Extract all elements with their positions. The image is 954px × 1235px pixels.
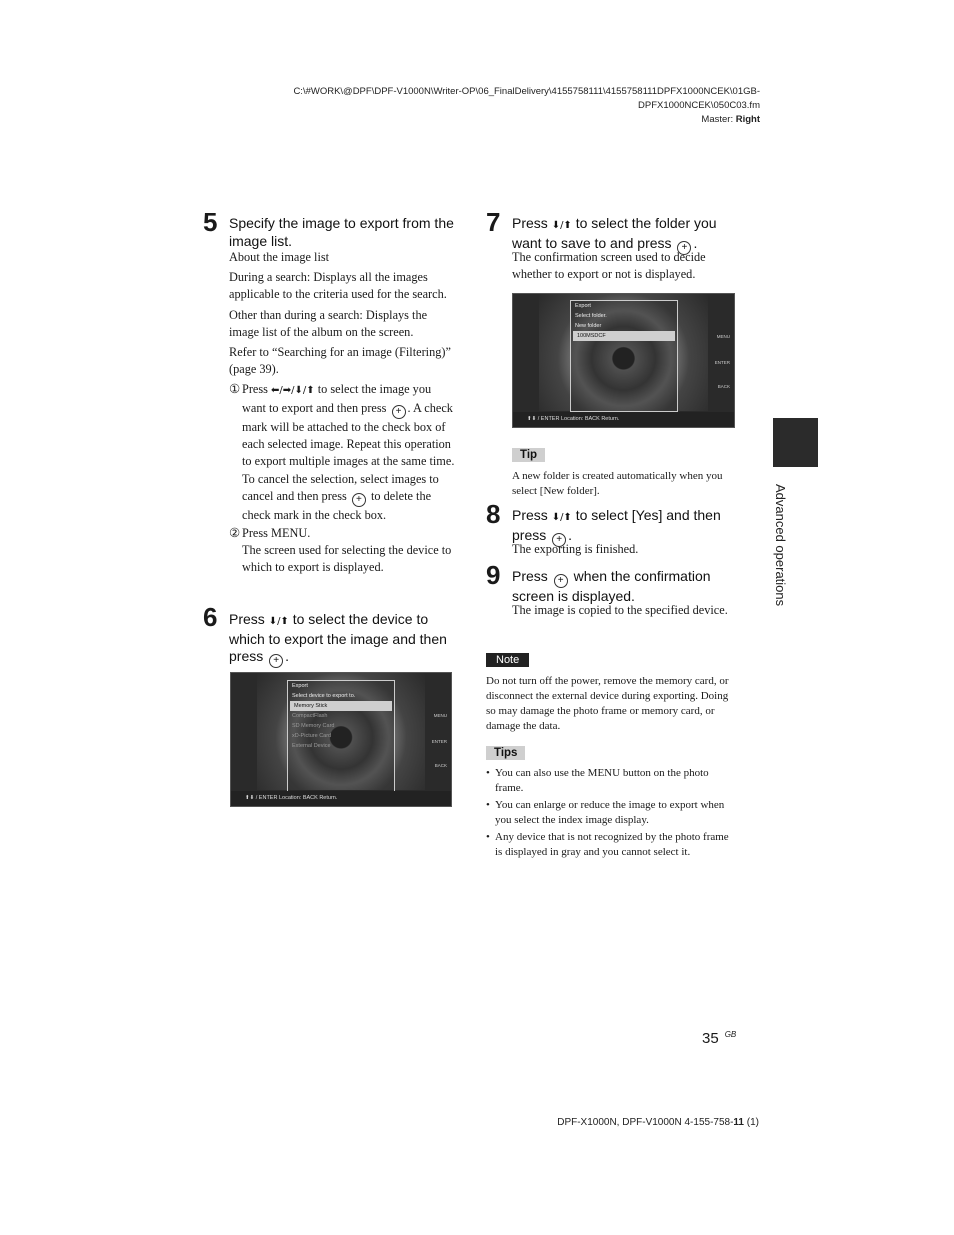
device-option-memory-stick[interactable]: Memory Stick xyxy=(290,701,392,711)
page-number: 35 $^{GB}$ xyxy=(702,1030,737,1047)
step-7-number: 7 xyxy=(486,207,501,237)
step-6-number: 6 xyxy=(203,602,218,632)
step-8-number: 8 xyxy=(486,499,501,529)
step-5-para-1: About the image list xyxy=(229,250,330,264)
arrow-keys-icon: ⬅/➡/⬇/⬆ xyxy=(271,385,315,397)
tips-item: • Any device that is not recognized by the photo frame is displayed in gray and you cannot select it. xyxy=(486,830,738,860)
section-tab-label: Advanced operations xyxy=(773,484,788,607)
step-7-heading: Press ⬇/⬆ to select the folder you want to save to and press + . xyxy=(512,215,717,253)
enter-button-icon: + xyxy=(552,533,566,547)
export-folder-screenshot xyxy=(512,293,735,428)
select-folder-dialog xyxy=(570,300,678,412)
screen-footer: ⬆⬇ / ENTER Location: BACK Return. xyxy=(513,412,734,427)
device-option-xd-card[interactable]: xD-Picture Card xyxy=(292,733,332,739)
section-tab-marker xyxy=(773,418,818,467)
tip-text: A new folder is created automatically when you select [New folder]. xyxy=(512,470,723,497)
side-back-label: BACK xyxy=(434,763,447,768)
step-5-substep-1: ① Press ⬅/➡/⬇/⬆ to select the image you want to export and then press + . A check mark will be attached to the check box of each selected image. Repeat this operation to export multiple images at the same time. To cancel the selection, select images to cancel and then press + to delete the check mark in the check box. xyxy=(229,382,455,523)
step-8-heading: Press ⬇/⬆ to select [Yes] and then press + . xyxy=(512,507,721,545)
file-path-header xyxy=(160,85,760,127)
side-enter-label: ENTER xyxy=(431,739,447,744)
header-line-1: C:\#WORK\@DPF\DPF-V1000N\Writer-OP\06_FinalDelivery\4155758111\4155758111DPFX1000NCEK\01GB- xyxy=(293,86,760,97)
step-8-body: The exporting is finished. xyxy=(512,542,639,556)
folder-option-100msdcf[interactable]: 100MSDCF xyxy=(573,331,675,341)
tip-label: Tip xyxy=(512,448,545,462)
export-device-dialog xyxy=(287,680,395,792)
side-menu-label: MENU xyxy=(716,334,730,339)
export-device-screenshot xyxy=(230,672,452,807)
enter-button-icon: + xyxy=(269,654,283,668)
side-enter-label: ENTER xyxy=(714,360,730,365)
tips-item: • You can enlarge or reduce the image to export when you select the index image display. xyxy=(486,798,738,828)
step-9-body: The image is copied to the specified device. xyxy=(512,603,728,617)
step-5-body xyxy=(229,249,457,576)
step-6-heading: Press ⬇/⬆ to select the device to which to export the image and then press + . xyxy=(229,611,447,666)
tips-item: • You can also use the MENU button on the photo frame. xyxy=(486,766,738,796)
device-option-external[interactable]: External Device xyxy=(292,743,331,749)
note-text: Do not turn off the power, remove the memory card, or disconnect the external device during exporting. Doing so may damage the photo frame or memory card, or damage the data. xyxy=(486,675,729,732)
enter-button-icon: + xyxy=(392,405,406,419)
model-footer: DPF-X1000N, DPF-V1000N 4-155-758-11 (1) xyxy=(557,1117,759,1128)
enter-button-icon: + xyxy=(677,241,691,255)
side-menu-label: MENU xyxy=(433,713,447,718)
step-9-heading: Press + when the confirmation screen is displayed. xyxy=(512,568,711,604)
arrow-keys-icon: ⬇/⬆ xyxy=(551,512,572,523)
step-5-heading: Specify the image to export from the image list. xyxy=(229,215,454,249)
step-5-substep-2: ② Press MENU. The screen used for selecting the device to which to export is displayed. xyxy=(229,525,452,575)
dialog-subtitle: Select device to export to. xyxy=(292,693,356,699)
side-back-label: BACK xyxy=(717,384,730,389)
screen-footer: ⬆⬇ / ENTER Location: BACK Return. xyxy=(231,791,451,806)
step-7-body: The confirmation screen used to decide whether to export or not is displayed. xyxy=(512,250,706,282)
enter-button-icon: + xyxy=(554,574,568,588)
header-line-2: DPFX1000NCEK\050C03.fm xyxy=(638,100,760,111)
dialog-title: Export xyxy=(575,303,591,309)
tips-label: Tips xyxy=(486,746,525,760)
arrow-keys-icon: ⬇/⬆ xyxy=(551,220,572,231)
device-option-sd-card[interactable]: SD Memory Card xyxy=(292,723,335,729)
step-5-para-4: Refer to “Searching for an image (Filtering)” (page 39). xyxy=(229,345,451,377)
step-5-number: 5 xyxy=(203,207,218,237)
header-master: Master: Right xyxy=(701,114,760,125)
step-9-number: 9 xyxy=(486,560,501,590)
enter-button-icon: + xyxy=(352,493,366,507)
step-5-para-2: During a search: Displays all the images applicable to the criteria used for the search. xyxy=(229,270,447,302)
note-label: Note xyxy=(486,653,529,667)
tips-list xyxy=(486,766,738,862)
folder-option-new[interactable]: New folder xyxy=(575,323,602,329)
step-5-para-3: Other than during a search: Displays the image list of the album on the screen. xyxy=(229,307,428,339)
arrow-keys-icon: ⬇/⬆ xyxy=(268,616,289,627)
dialog-title: Export xyxy=(292,683,308,689)
device-option-compactflash[interactable]: CompactFlash xyxy=(292,713,328,719)
dialog-subtitle: Select folder. xyxy=(575,313,607,319)
